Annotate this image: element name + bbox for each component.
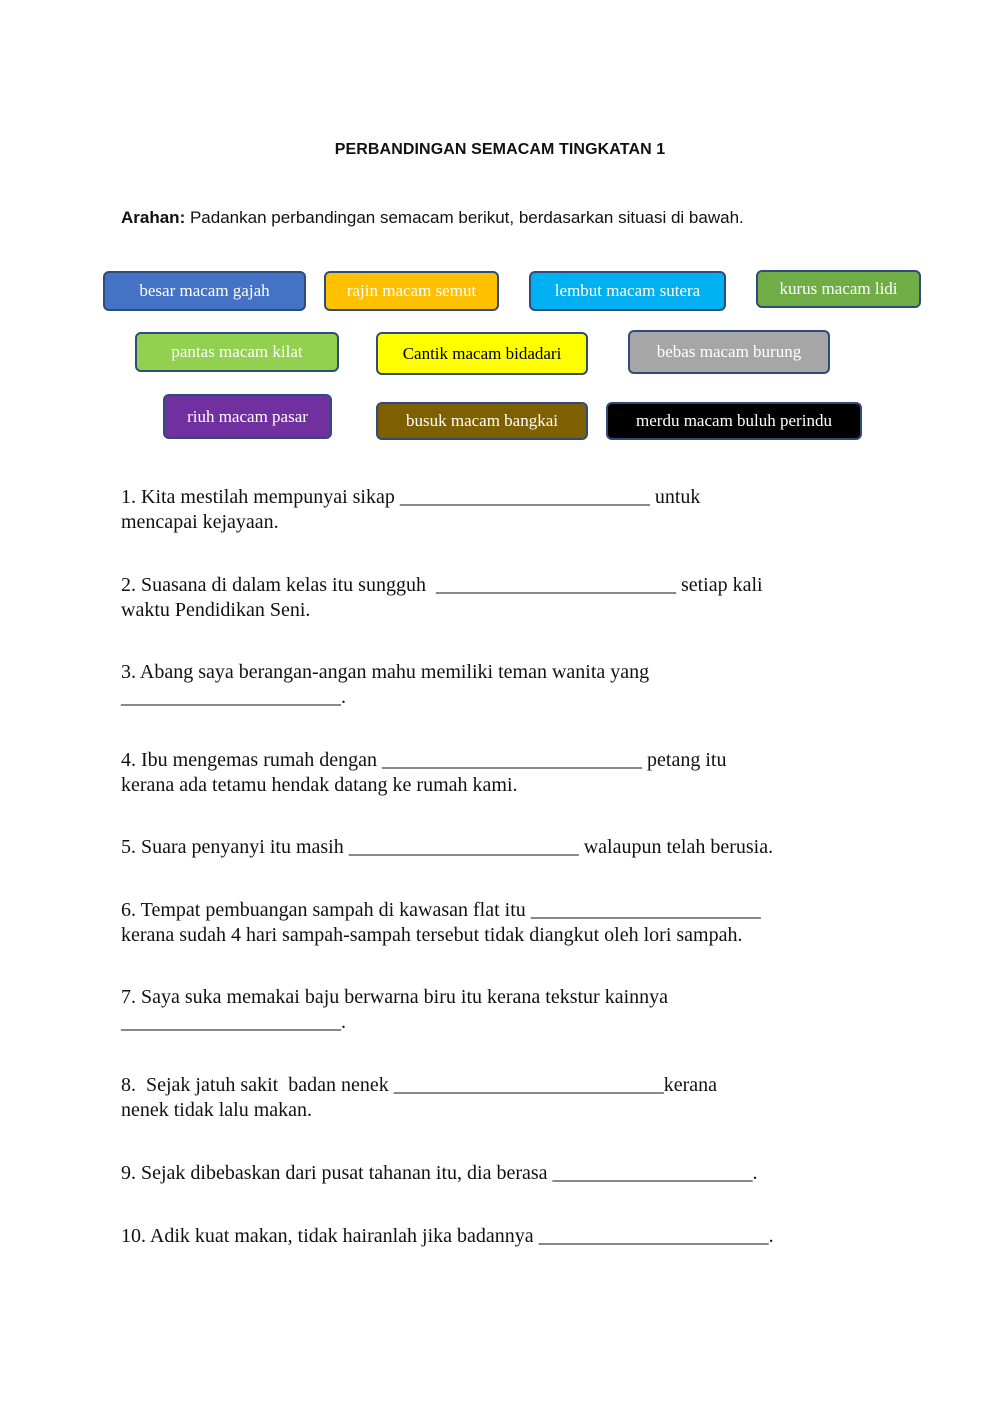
answer-chip[interactable] bbox=[163, 394, 332, 439]
answer-blank[interactable]: _________________________ bbox=[399, 486, 650, 508]
question-item bbox=[121, 985, 901, 1035]
question-text: 10. Adik kuat makan, tidak hairanlah jika badannya bbox=[121, 1225, 539, 1247]
question-text-after: untuk bbox=[649, 486, 701, 508]
question-item bbox=[121, 748, 901, 798]
answer-chip[interactable] bbox=[135, 332, 339, 372]
question-text: 7. Saya suka memakai baju berwarna biru itu kerana tekstur kainnya bbox=[121, 986, 669, 1008]
chip-label: busuk macam bangkai bbox=[405, 411, 558, 430]
chip-label: merdu macam buluh perindu bbox=[636, 411, 832, 430]
chip-label: kurus macam lidi bbox=[779, 279, 898, 298]
question-item bbox=[121, 898, 921, 948]
answer-chip[interactable] bbox=[756, 270, 921, 308]
question-text: 3. Abang saya berangan-angan mahu memiliki teman wanita yang bbox=[121, 661, 650, 683]
question-text: 4. Ibu mengemas rumah dengan bbox=[121, 749, 383, 771]
answer-blank[interactable]: ___________________________ bbox=[393, 1074, 664, 1096]
chip-label: besar macam gajah bbox=[139, 281, 270, 300]
answer-chip[interactable] bbox=[606, 402, 862, 440]
chip-label: pantas macam kilat bbox=[171, 342, 303, 361]
instruction bbox=[121, 208, 744, 228]
question-item bbox=[121, 1224, 921, 1249]
question-text: 8. Sejak jatuh sakit badan nenek bbox=[121, 1074, 394, 1096]
answer-chip[interactable] bbox=[103, 271, 306, 311]
answer-blank-line[interactable]: ______________________. bbox=[121, 1011, 346, 1033]
question-text: 2. Suasana di dalam kelas itu sungguh bbox=[121, 574, 436, 596]
question-item bbox=[121, 573, 901, 623]
question-text: 1. Kita mestilah mempunyai sikap bbox=[121, 486, 400, 508]
question-item bbox=[121, 1161, 921, 1186]
question-text-line2: nenek tidak lalu makan. bbox=[121, 1099, 313, 1121]
question-text-line2: kerana ada tetamu hendak datang ke rumah kami. bbox=[121, 774, 518, 796]
question-text-line2: mencapai kejayaan. bbox=[121, 511, 279, 533]
answer-chip[interactable] bbox=[628, 330, 830, 374]
instruction-text: Padankan perbandingan semacam berikut, berdasarkan situasi di bawah. bbox=[189, 208, 744, 227]
answer-chip[interactable] bbox=[324, 271, 499, 311]
question-text-after: . bbox=[768, 1225, 774, 1247]
question-item bbox=[121, 835, 921, 860]
chip-label: rajin macam semut bbox=[346, 281, 477, 300]
answer-blank[interactable]: ____________________ bbox=[552, 1162, 753, 1184]
question-text-after: . bbox=[752, 1162, 758, 1184]
answer-chip[interactable] bbox=[529, 271, 726, 311]
question-text: 5. Suara penyanyi itu masih bbox=[121, 836, 349, 858]
answer-blank[interactable]: __________________________ bbox=[382, 749, 643, 771]
question-text-line2: kerana sudah 4 hari sampah-sampah tersebut tidak diangkut oleh lori sampah. bbox=[121, 924, 743, 946]
question-text-after: walaupun telah berusia. bbox=[578, 836, 774, 858]
answer-blank[interactable]: _______________________ bbox=[348, 836, 579, 858]
instruction-label: Arahan: bbox=[121, 208, 186, 227]
question-text: 6. Tempat pembuangan sampah di kawasan flat itu bbox=[121, 899, 531, 921]
question-item bbox=[121, 660, 901, 710]
chip-label: riuh macam pasar bbox=[187, 406, 308, 426]
answer-blank-line[interactable]: ______________________. bbox=[121, 686, 346, 708]
question-item bbox=[121, 485, 901, 535]
answer-chip[interactable] bbox=[376, 332, 588, 375]
chip-label: bebas macam burung bbox=[656, 342, 802, 361]
question-text-line2: waktu Pendidikan Seni. bbox=[121, 599, 311, 621]
chip-label: Cantik macam bidadari bbox=[402, 343, 562, 363]
page-title: PERBANDINGAN SEMACAM TINGKATAN 1 bbox=[334, 141, 666, 158]
answer-blank[interactable]: _______________________ bbox=[530, 899, 761, 921]
answer-blank[interactable]: ________________________ bbox=[435, 574, 676, 596]
chip-label: lembut macam sutera bbox=[554, 281, 701, 300]
question-text-after: petang itu bbox=[642, 749, 727, 771]
question-text-after: setiap kali bbox=[675, 574, 763, 596]
answer-chip[interactable] bbox=[376, 402, 588, 440]
answer-blank[interactable]: _______________________ bbox=[538, 1225, 769, 1247]
question-item bbox=[121, 1073, 901, 1123]
question-text: 9. Sejak dibebaskan dari pusat tahanan itu, dia berasa bbox=[121, 1162, 553, 1184]
question-text-after: kerana bbox=[663, 1074, 718, 1096]
